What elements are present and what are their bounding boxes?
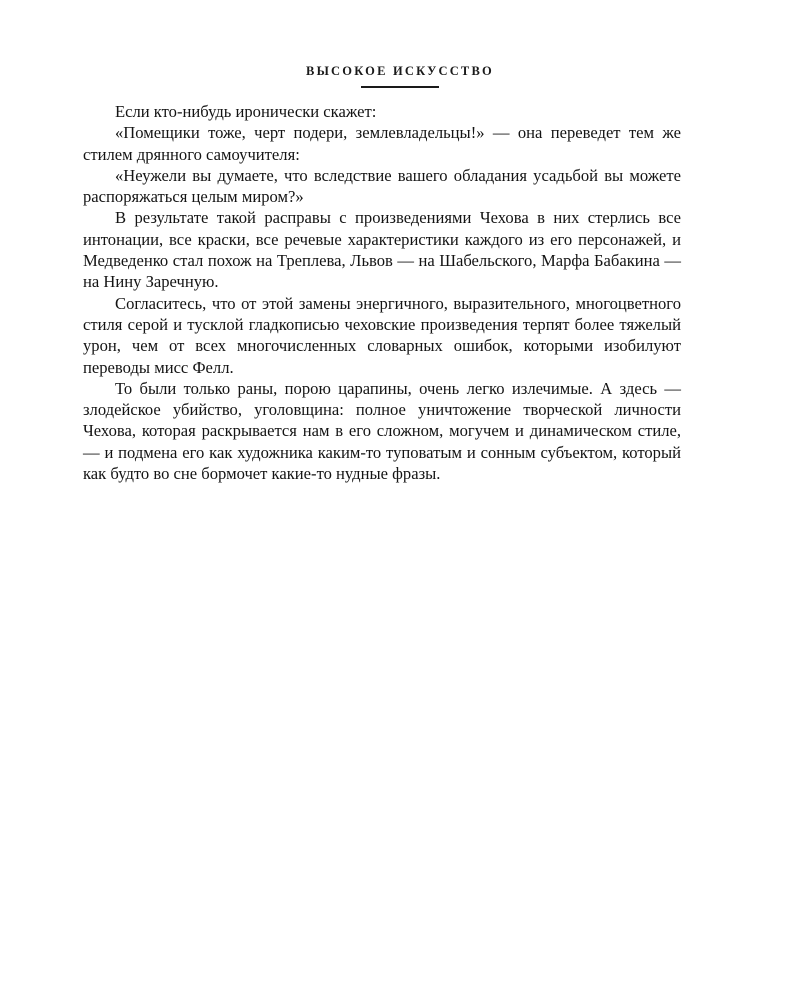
- body-text: [83, 101, 681, 484]
- header-rule: [361, 86, 439, 88]
- paragraph: Согласитесь, что от этой замены энергичного, выразительного, многоцветного стиля серой и тусклой гладкописью чеховские произведения терпят более тяжелый урон, чем от всех многочисленных словарных ошибок, которыми изобилуют переводы мисс Фелл.: [83, 293, 681, 377]
- paragraph: «Неужели вы думаете, что вследствие вашего обладания усадьбой вы можете распоряжаться целым миром?»: [83, 165, 681, 207]
- paragraph: Если кто-нибудь иронически скажет:: [115, 102, 377, 121]
- paragraph: «Помещики тоже, черт подери, землевладельцы!» — она переведет тем же стилем дрянного самоучителя:: [83, 123, 681, 164]
- running-header: [0, 62, 800, 88]
- running-title: ВЫСОКОЕ ИСКУССТВО: [306, 64, 494, 78]
- paragraph: В результате такой расправы с произведениями Чехова в них стерлись все интонации, все краски, все речевые характеристики каждого из его персонажей, и Медведенко стал похож на Треплева, Львов — на Шабельского, Марфа Бабакина — на Нину Заречную.: [83, 208, 681, 292]
- paragraph: То были только раны, порою царапины, очень легко излечимые. А здесь — злодейское убийство, уголовщина: полное уничтожение творческой личности Чехова, которая раскрывается нам в его сложном, могучем и динамическом стиле, — и подмена его как художника каким-то туповатым и сонным субъектом, который как будто во сне бормочет какие-то нудные фразы.: [83, 378, 681, 484]
